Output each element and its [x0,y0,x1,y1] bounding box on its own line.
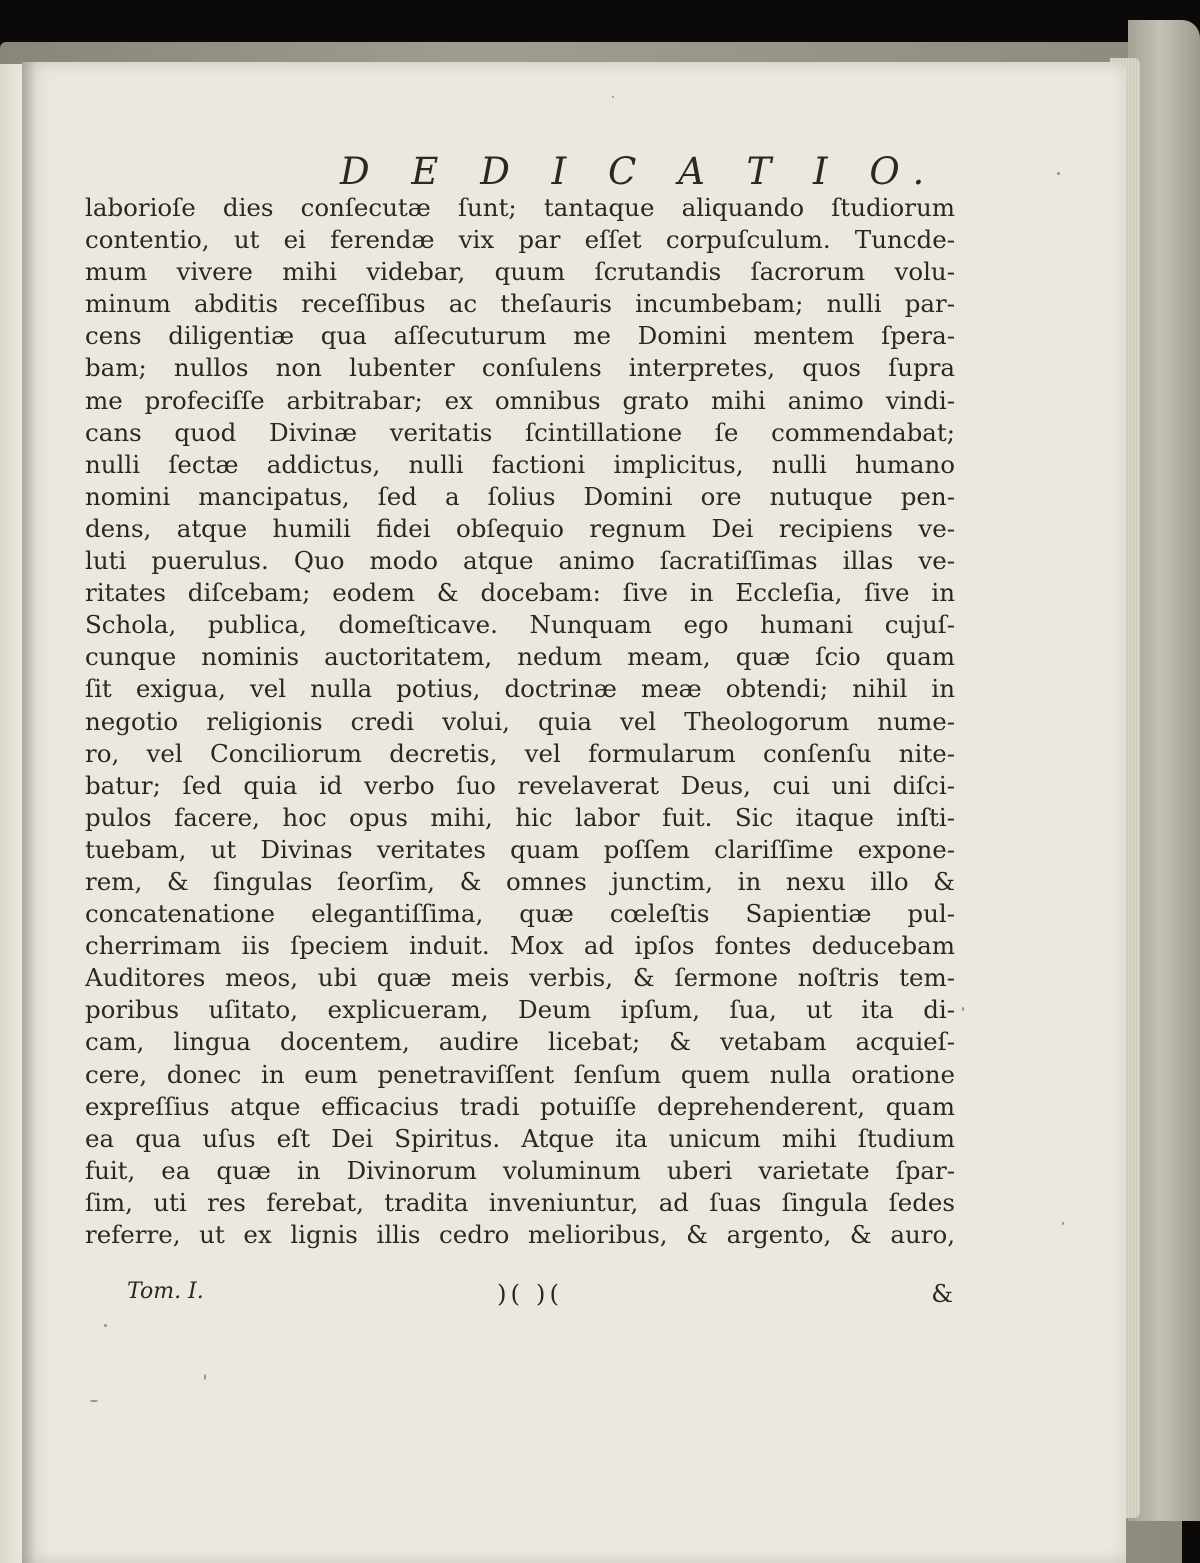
text-line: rem, & ſingulas ſeorſim, & omnes junctim, in nexu illo & [85,866,955,896]
text-line: fuit, ea quæ in Divinorum voluminum uberi varietate ſpar- [85,1155,955,1185]
text-line: contentio, ut ei ferendæ vix par eſſet corpuſculum. Tuncde- [85,225,955,255]
text-line: mum vivere mihi videbar, quum ſcrutandis ſacrorum volu- [85,257,955,287]
signature-mark: )( )( [497,1279,564,1308]
catchword: & [931,1279,953,1308]
text-line: ſim, uti res ferebat, tradita inveniuntur, ad ſuas ſingula ſedes [85,1187,955,1217]
left-leaf-edge [0,64,22,1563]
text-line: tuebam, ut Divinas veritates quam poſſem clariſſime expone- [85,834,955,864]
text-line: ea qua uſus eſt Dei Spiritus. Atque ita unicum mihi ſtudium [85,1123,955,1153]
text-line: ro, vel Conciliorum decretis, vel formularum conſenſu nite- [85,738,955,768]
text-line: minum abditis receſſibus ac theſauris incumbebam; nulli par- [85,289,955,319]
text-line: luti puerulus. Quo modo atque animo ſacratiſſimas illas ve- [85,546,955,576]
book-page [22,62,1126,1563]
text-line: me profeciſſe arbitrabar; ex omnibus grato mihi animo vindi- [85,385,955,415]
text-line: ritates diſcebam; eodem & docebam: ſive in Eccleſia, ſive in [85,578,955,608]
text-line: cunque nominis auctoritatem, nedum meam, quæ ſcio quam [85,642,955,672]
text-line: cherrimam iis ſpeciem induit. Mox ad ipſos fontes deducebam [85,931,955,961]
text-line: cans quod Divinæ veritatis ſcintillatione ſe commendabat; [85,417,955,447]
text-line: Auditores meos, ubi quæ meis verbis, & ſermone noſtris tem- [85,963,955,993]
volume-signature: Tom. I. [127,1279,204,1304]
page-gutter-shadow [22,62,36,1563]
text-line: concatenatione elegantiſſima, quæ cœleſtis Sapientiæ pul- [85,899,955,929]
text-line: cens diligentiæ qua aſſecuturum me Domini mentem ſpera- [85,321,955,351]
running-head: D E D I C A T I O. [340,150,940,193]
text-line: laborioſe dies conſecutæ ſunt; tantaque aliquando ſtudiorum [85,193,955,222]
page-footer [85,1279,955,1315]
text-line: batur; ſed quia id verbo ſuo revelaverat Deus, cui uni diſci- [85,770,955,800]
text-line: pulos facere, hoc opus mihi, hic labor fuit. Sic itaque inſti- [85,802,955,832]
body-text [85,192,955,1251]
text-line: cam, lingua docentem, audire licebat; & vetabam acquieſ- [85,1027,955,1057]
text-line: nomini mancipatus, ſed a ſolius Domini ore nutuque pen- [85,481,955,511]
text-line: dens, atque humili fidei obſequio regnum Dei recipiens ve- [85,513,955,543]
text-line: bam; nullos non lubenter conſulens interpretes, quos ſupra [85,353,955,383]
text-line: poribus uſitato, explicueram, Deum ipſum, ſua, ut ita di- [85,995,955,1025]
text-line: cere, donec in eum penetraviſſent ſenſum quem nulla oratione [85,1059,955,1089]
text-line: referre, ut ex lignis illis cedro melioribus, & argento, & auro, [85,1220,955,1249]
text-line: Schola, publica, domeſticave. Nunquam ego humani cujuſ- [85,610,955,640]
text-line: expreſſius atque efficacius tradi potuiſſe deprehenderent, quam [85,1091,955,1121]
text-line: nulli ſectæ addictus, nulli factioni implicitus, nulli humano [85,449,955,479]
text-line: ſit exigua, vel nulla potius, doctrinæ meæ obtendi; nihil in [85,674,955,704]
text-line: negotio religionis credi volui, quia vel Theologorum nume- [85,706,955,736]
